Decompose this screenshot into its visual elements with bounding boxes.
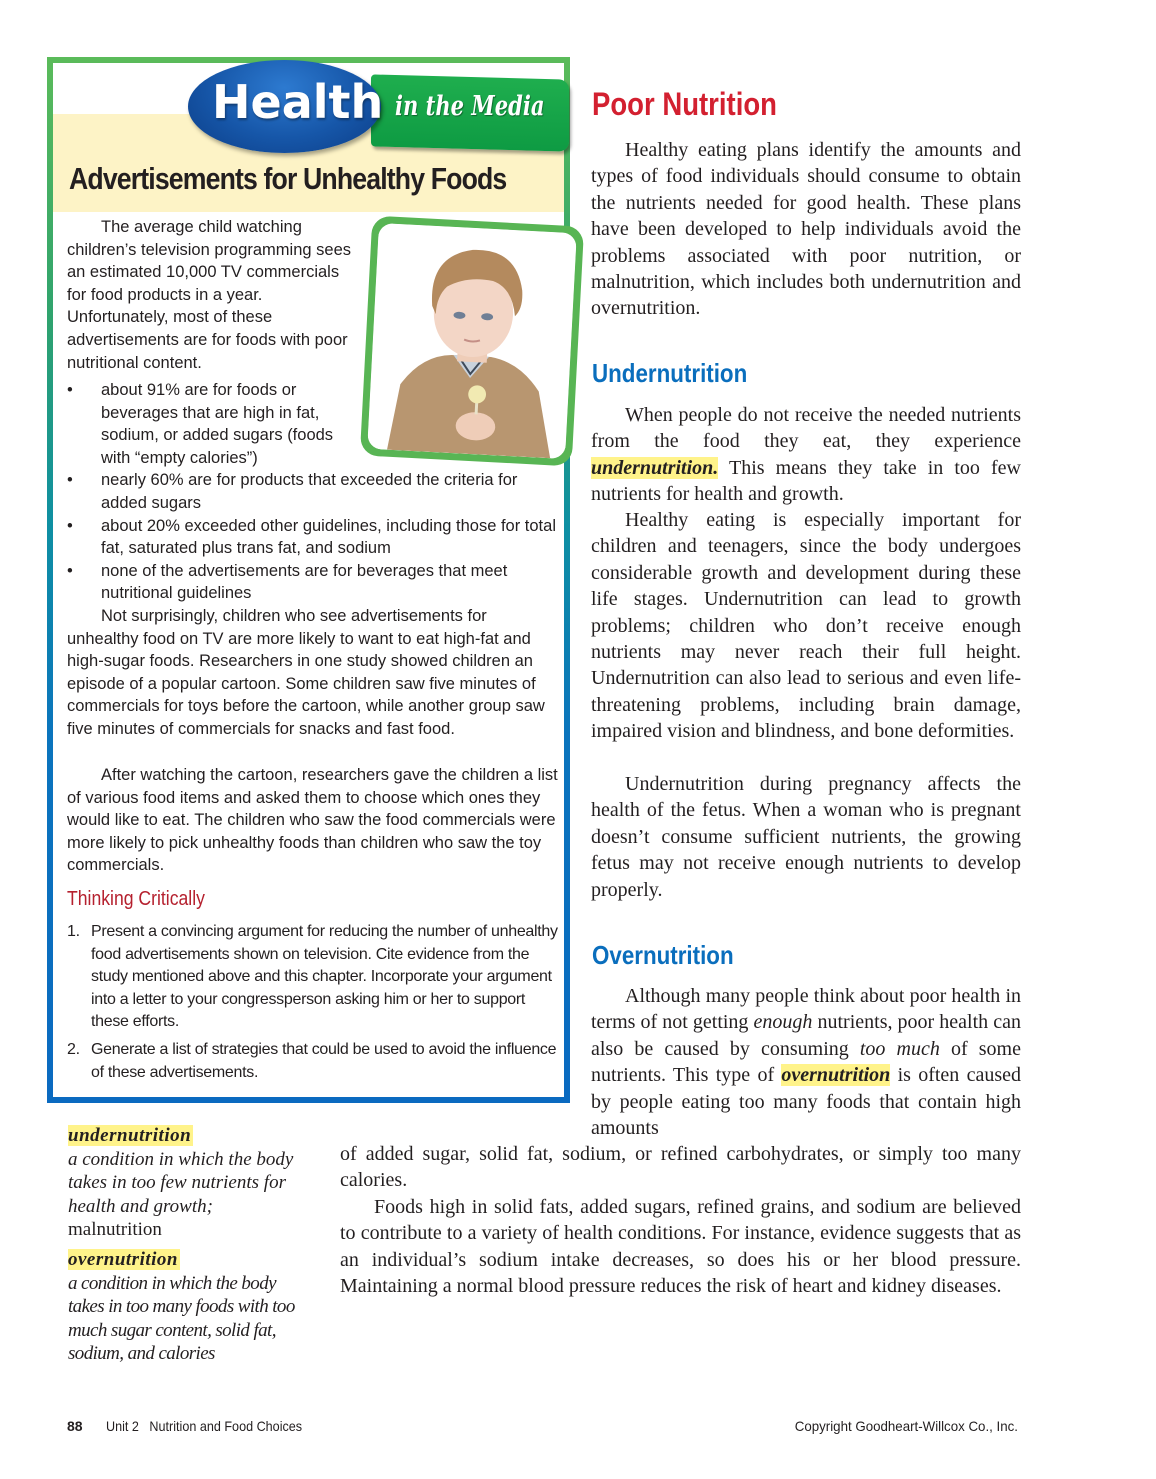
banner-subtitle: in the Media <box>395 91 545 122</box>
overnutrition-paragraph-2: Foods high in solid fats, added sugars, refined grains, and sodium are believed to contribute to a variety of health conditions. For instance, evidence suggests that as an individual’s sodium intake decreases, so does his or her blood pressure. Maintaining a normal blood pressure reduces the risk of heart and kidney diseases. <box>340 1196 1021 1298</box>
question-number: 1. <box>67 923 80 940</box>
undernutrition-paragraph-1: When people do not receive the needed nutrients from the food they eat, they experience undernutrition. This means they take in too few nutrients for health and growth. <box>591 404 1021 506</box>
feature-box-content <box>53 63 564 1097</box>
copyright-notice: Copyright Goodheart-Willcox Co., Inc. <box>794 1418 1018 1434</box>
undernutrition-paragraph-3: Undernutrition during pregnancy affects the health of the fetus. When a woman who is pregnant doesn’t consume sufficient nutrients, the growing fetus may not receive enough nutrients to develop properly. <box>591 773 1021 901</box>
glossary-term: overnutrition <box>68 1249 178 1270</box>
feature-study-paragraph: Not surprisingly, children who see advertisements for unhealthy food on TV are more likely to want to eat high-fat and high-sugar foods. Researchers in one study showed children an episode of a popular cartoon. Some children saw five minutes of commercials for toys before the cartoon, while another group saw five minutes of commercials for snacks and fast food. <box>67 607 545 738</box>
glossary-definition: a condition in which the body takes in too many foods with too much sugar content, solid fat, sodium, and calories <box>68 1272 295 1364</box>
glossary-synonym: malnutrition <box>68 1219 162 1240</box>
statistic-item: • about 91% are for foods or beverages that are high in fat, sodium, or added sugars (foods with “empty calories”) <box>67 379 362 469</box>
undernutrition-heading: Undernutrition <box>592 358 748 388</box>
question-item <box>67 1039 559 1084</box>
undernutrition-key-term: undernutrition. <box>591 456 719 479</box>
overnutrition-paragraph-1: Although many people think about poor health in terms of not getting enough nutrients, poor health can also be caused by consuming too much of some nutrients. This type of overnutrition is often caused by people eating too many foods that contain high amounts <box>591 985 1021 1140</box>
poor-nutrition-heading: Poor Nutrition <box>592 86 777 122</box>
feature-statistics-list <box>67 379 557 605</box>
glossary-definition: a condition in which the body takes in too few nutrients for health and growth; <box>68 1148 294 1217</box>
statistic-item: • about 20% exceeded other guidelines, including those for total fat, saturated plus trans fat, and sodium <box>67 515 557 560</box>
overnutrition-heading: Overnutrition <box>592 940 734 970</box>
banner-title: Health <box>212 75 384 129</box>
question-text: Generate a list of strategies that could be used to avoid the influence of these advertisements. <box>91 1040 557 1081</box>
question-item <box>67 921 559 1034</box>
overnutrition-key-term: overnutrition <box>781 1064 891 1087</box>
feature-title: Advertisements for Unhealthy Foods <box>69 161 507 196</box>
overnutrition-paragraph-1-continued: of added sugar, solid fat, sodium, or refined carbohydrates, or simply too many calories. <box>340 1143 1021 1192</box>
question-number: 2. <box>67 1040 80 1058</box>
glossary-entry-overnutrition <box>68 1248 298 1366</box>
feature-results-paragraph: After watching the cartoon, researchers gave the children a list of various food items and asked them to choose which ones they would like to eat. The children who saw the food commercials were more likely to pick unhealthy foods than children who saw the toy commercials. <box>67 766 558 875</box>
thinking-critically-heading: Thinking Critically <box>67 888 205 910</box>
glossary-entry-undernutrition <box>68 1124 298 1242</box>
health-in-media-feature-box <box>47 57 570 1103</box>
thinking-critically-questions <box>67 921 559 1089</box>
unit-label: Unit 2 Nutrition and Food Choices <box>106 1418 303 1434</box>
feature-intro-paragraph: The average child watching children’s television programming sees an estimated 10,000 TV commercials for food products in a year. Unfortunately, most of these advertisements are for foods with poor nutritional content. <box>67 218 351 372</box>
page-number: 88 <box>67 1418 83 1434</box>
question-text: Present a convincing argument for reducing the number of unhealthy food advertisements shown on television. Cite evidence from the study mentioned above and this chapter. Incorporate your argument into a letter to your congressperson asking him or her to support these efforts. <box>91 923 558 1031</box>
statistic-item: • nearly 60% are for products that exceeded the criteria for added sugars <box>67 469 557 514</box>
undernutrition-paragraph-2: Healthy eating is especially important for children and teenagers, since the body undergoes considerable growth and development during these life stages. Undernutrition can lead to growth problems; children who don’t receive enough nutrients may never reach their full height. Undernutrition can also lead to serious and even life-threatening problems, including brain damage, impaired vision and blindness, and bone deformities. <box>591 509 1021 743</box>
statistic-item: • none of the advertisements are for beverages that meet nutritional guidelines <box>67 560 557 605</box>
poor-nutrition-paragraph: Healthy eating plans identify the amounts and types of food individuals should consume to obtain the nutrients needed for good health. These plans have been developed to help individuals avoid the problems associated with poor nutrition, or malnutrition, which includes both undernutrition and overnutrition. <box>591 139 1021 320</box>
glossary-term: undernutrition <box>68 1125 192 1146</box>
